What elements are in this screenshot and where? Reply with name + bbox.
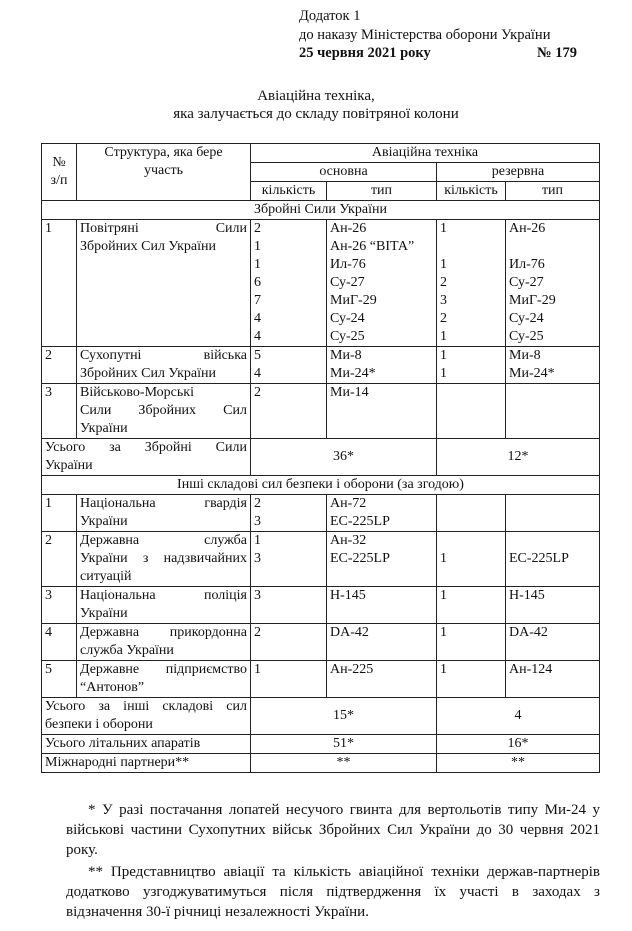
res-type-cell-lines: Ан-26 Ил-76 Су-27 МиГ-29 Су-24 Су-25 (509, 221, 556, 344)
main-qty-cell (251, 624, 327, 661)
main-qty-cell-lines: 2 (254, 385, 261, 400)
res-type-cell (506, 220, 600, 347)
col-aviation-header: Авіаційна техніка (251, 144, 600, 163)
total-other-forces (42, 698, 600, 735)
table-row (42, 495, 600, 532)
res-type-cell-lines (509, 384, 596, 402)
main-type-cell-lines: DA-42 (330, 625, 369, 640)
table-row (42, 624, 600, 661)
table-row (42, 661, 600, 698)
res-type-cell-lines: DA-42 (509, 625, 548, 640)
annex-title: Додаток 1 (299, 8, 361, 24)
total-aircraft-label: Усього літальних апаратів (42, 735, 251, 754)
total-armed-forces (42, 439, 600, 476)
res-type-cell (506, 587, 600, 624)
total-aircraft (42, 735, 600, 754)
res-qty-cell-lines (440, 384, 502, 402)
row-num: 4 (42, 624, 77, 661)
main-type-cell (327, 347, 437, 384)
total-armed-forces-label: Усього за Збройні Сили України (42, 439, 251, 476)
main-type-cell-lines: Н-145 (330, 588, 366, 603)
res-type-cell (506, 495, 600, 532)
row-num: 2 (42, 347, 77, 384)
main-qty-cell-lines: 3 (254, 588, 261, 603)
res-type-cell (506, 384, 600, 439)
main-type-cell (327, 220, 437, 347)
main-qty-cell-lines: 2 1 1 6 7 4 4 (254, 221, 261, 344)
annex-number: № 179 (537, 45, 577, 61)
total-other-forces-label: Усього за інші складові сил безпеки і оборони (42, 698, 251, 735)
res-type-cell-lines (509, 495, 596, 513)
main-type-cell-lines: Ан-72 ЕС-225LP (330, 496, 390, 529)
table-row (42, 347, 600, 384)
annex-order-ref: до наказу Міністерства оборони України (299, 27, 551, 43)
row-organization: Державна служба України з надзвичайних ситуацій (77, 532, 251, 587)
footnote-2: ** Представництво авіації та кількість авіаційної техніки держав-партнерів додатково узгоджуватимуться після підтвердження їх участі в заходах з відзначення 30-ї річниці незалежності України. (66, 864, 600, 920)
col-main-header: основна (251, 163, 437, 182)
res-qty-cell (437, 624, 506, 661)
res-type-cell (506, 532, 600, 587)
total-other-forces-main: 15* (251, 698, 437, 735)
row-num: 2 (42, 532, 77, 587)
main-type-cell (327, 532, 437, 587)
col-reserve-header: резервна (437, 163, 600, 182)
col-structure-header: Структура, яка бере участь (77, 144, 251, 201)
res-qty-cell (437, 587, 506, 624)
main-type-cell-lines: Ан-32 ЕС-225LP (330, 533, 390, 566)
main-qty-cell-lines: 1 3 (254, 533, 261, 566)
row-organization: Державне підприємство “Антонов” (77, 661, 251, 698)
row-organization: Військово-Морські Сили Збройних Сил України (77, 384, 251, 439)
international-partners-main: ** (251, 754, 437, 773)
res-type-cell-lines: Ан-124 (509, 662, 553, 677)
row-organization: Повітряні Сили Збройних Сил України (77, 220, 251, 347)
main-type-cell (327, 661, 437, 698)
table-row (42, 587, 600, 624)
main-type-cell (327, 495, 437, 532)
main-qty-cell-lines: 2 3 (254, 496, 261, 529)
section-armed-forces: Збройні Сили України (42, 201, 600, 220)
res-type-cell (506, 661, 600, 698)
main-type-cell (327, 384, 437, 439)
res-qty-cell (437, 532, 506, 587)
main-qty-cell-lines: 5 4 (254, 348, 261, 381)
res-qty-cell-lines: 1 (440, 588, 447, 603)
res-qty-cell-lines: 1 1 2 3 2 1 (440, 221, 447, 344)
res-type-cell-lines: Ми-8 Ми-24* (509, 348, 555, 381)
main-qty-cell (251, 347, 327, 384)
international-partners-reserve: ** (437, 754, 600, 773)
res-type-cell-lines: Н-145 (509, 588, 545, 603)
section-other-forces-row (42, 476, 600, 495)
doc-title-line2: яка залучається до складу повітряної колони (173, 106, 459, 122)
res-qty-cell-lines: 1 1 (440, 348, 447, 381)
row-num: 3 (42, 587, 77, 624)
res-qty-cell-lines: 1 (440, 551, 447, 566)
total-armed-forces-main: 36* (251, 439, 437, 476)
main-qty-cell (251, 532, 327, 587)
col-main-type-header: тип (327, 182, 437, 201)
main-qty-cell (251, 661, 327, 698)
row-organization: Національна гвардія України (77, 495, 251, 532)
main-type-cell (327, 587, 437, 624)
total-armed-forces-reserve: 12* (437, 439, 600, 476)
aviation-table (41, 143, 600, 773)
international-partners-label: Міжнародні партнери** (42, 754, 251, 773)
main-type-cell-lines: Ан-26 Ан-26 “ВІТА” Ил-76 Су-27 МиГ-29 Су-24 Су-25 (330, 221, 415, 344)
main-type-cell-lines: Ми-8 Ми-24* (330, 348, 376, 381)
main-type-cell-lines: Ан-225 (330, 662, 374, 677)
table-row (42, 384, 600, 439)
main-qty-cell (251, 587, 327, 624)
annex-date: 25 червня 2021 року (299, 45, 431, 61)
main-qty-cell-lines: 1 (254, 662, 261, 677)
row-organization: Національна поліція України (77, 587, 251, 624)
res-qty-cell (437, 495, 506, 532)
res-type-cell-lines: ЕС-225LP (509, 551, 569, 566)
col-res-qty-header: кількість (437, 182, 506, 201)
main-qty-cell (251, 384, 327, 439)
main-qty-cell (251, 220, 327, 347)
col-main-qty-header: кількість (251, 182, 327, 201)
total-aircraft-reserve: 16* (437, 735, 600, 754)
total-other-forces-reserve: 4 (437, 698, 600, 735)
section-armed-forces-row (42, 201, 600, 220)
main-type-cell-lines: Ми-14 (330, 385, 369, 400)
res-qty-cell (437, 220, 506, 347)
res-qty-cell-lines (440, 495, 502, 513)
doc-title-line1: Авіаційна техніка, (257, 88, 375, 104)
table-row (42, 220, 600, 347)
section-other-forces: Інші складові сил безпеки і оборони (за згодою) (42, 476, 600, 495)
row-num: 3 (42, 384, 77, 439)
res-qty-cell-lines: 1 (440, 625, 447, 640)
row-organization: Сухопутні війська Збройних Сил України (77, 347, 251, 384)
res-qty-cell (437, 661, 506, 698)
row-num: 1 (42, 220, 77, 347)
header-row-1 (42, 144, 600, 163)
row-organization: Державна прикордонна служба України (77, 624, 251, 661)
res-qty-cell-lines: 1 (440, 662, 447, 677)
total-aircraft-main: 51* (251, 735, 437, 754)
res-qty-cell (437, 347, 506, 384)
main-type-cell (327, 624, 437, 661)
row-num: 1 (42, 495, 77, 532)
footnote-1: * У разі постачання лопатей несучого гвинта для вертольотів типу Ми-24 у військові частини Сухопутних військ Збройних Сил України до 30 червня 2021 року. (66, 802, 600, 858)
table-row (42, 532, 600, 587)
col-res-type-header: тип (506, 182, 600, 201)
res-qty-cell (437, 384, 506, 439)
row-num: 5 (42, 661, 77, 698)
international-partners (42, 754, 600, 773)
res-type-cell (506, 347, 600, 384)
col-num-header: № з/п (42, 144, 77, 201)
main-qty-cell (251, 495, 327, 532)
res-type-cell (506, 624, 600, 661)
main-qty-cell-lines: 2 (254, 625, 261, 640)
